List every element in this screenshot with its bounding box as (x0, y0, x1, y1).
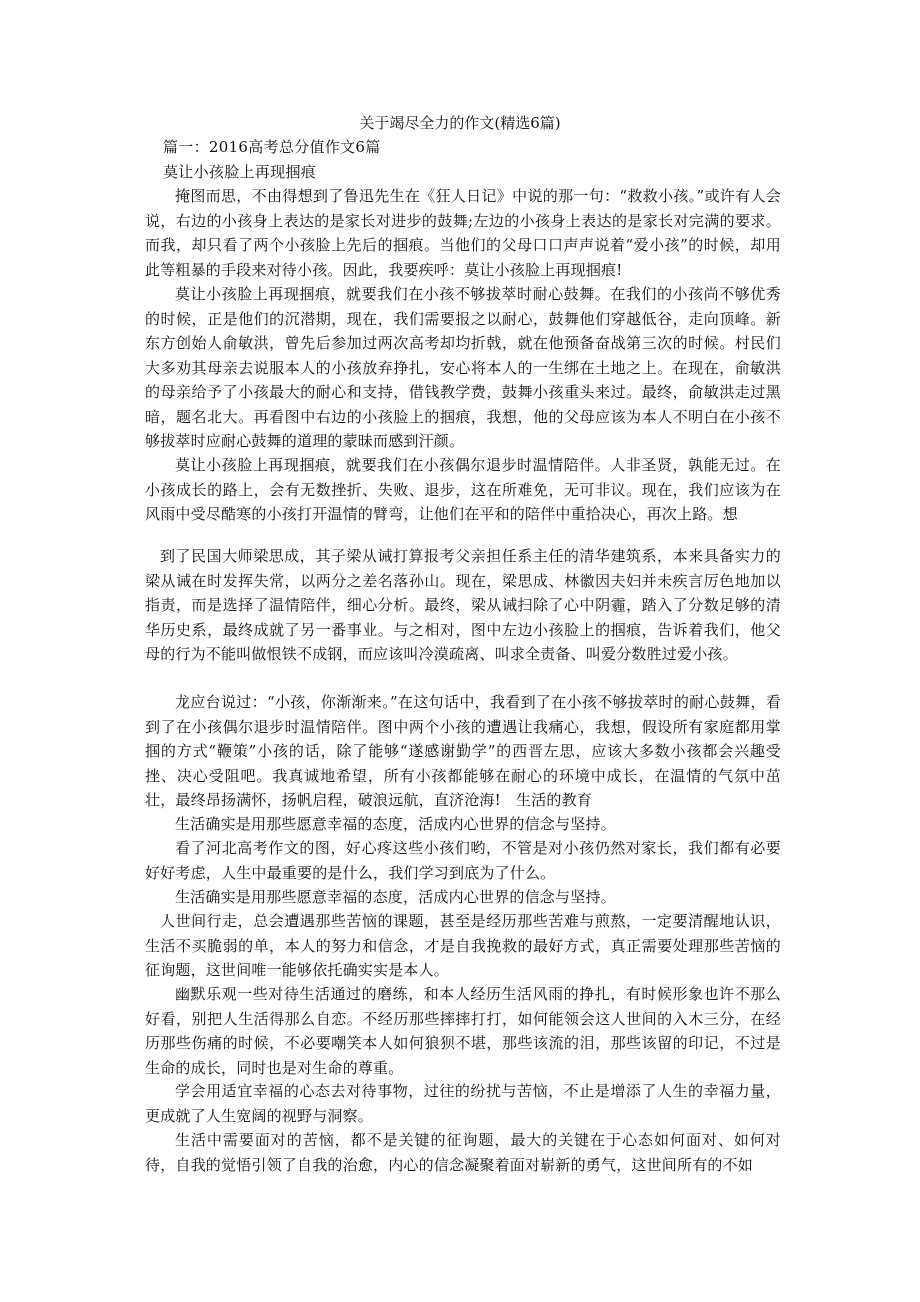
paragraph-6: 生活确实是用那些愿意幸福的态度，活成内心世界的信念与坚持。 (175, 815, 616, 833)
paragraph-11: 学会用适宜幸福的心态去对待事物，过往的纷扰与苦恼，不止是增添了人生的幸福力量，更成就了人生宽阔的视野与洞察。 (145, 1082, 781, 1125)
paragraph-10: 幽默乐观一些对待生活通过的磨练，和本人经历生活风雨的挣扎，有时候形象也许不那么好看，别把人生活得那么自恋。不经历那些摔摔打打，如何能领会这人世间的入木三分，在经历那些伤痛的时候，不必要嘲笑本人如何狼狈不堪，那些该流的泪，那些该留的印记，不过是生命的成长，同时也是对生命的尊重。 (145, 985, 781, 1077)
paragraph-12: 生活中需要面对的苦恼，都不是关键的征询题，最大的关键在于心态如何面对、如何对待，自我的觉悟引领了自我的治愈，内心的信念凝聚着面对崭新的勇气，这世间所有的不如 (145, 1131, 781, 1174)
paragraph-2: 莫让小孩脸上再现掴痕，就要我们在小孩不够拔萃时耐心鼓舞。在我们的小孩尚不够优秀的时候，正是他们的沉潜期，现在，我们需要报之以耐心，鼓舞他们穿越低谷，走向顶峰。新东方创始人俞敏洪，曾先后参加过两次高考却均折戟，就在他预备奋战第三次的时候。村民们大多劝其母亲去说服本人的小孩放弃挣扎，安心将本人的一生绑在土地之上。在现在，俞敏洪的母亲给予了小孩最大的耐心和支持，借钱教学费，鼓舞小孩重头来过。最终，俞敏洪走过黑暗，题名北大。再看图中右边的小孩脸上的掴痕，我想，他的父母应该为本人不明白在小孩不够拔萃时应耐心鼓舞的道理的蒙昧而感到汗颜。 (145, 285, 781, 450)
paragraph-9: 人世间行走，总会遭遇那些苦恼的课题，甚至是经历那些苦难与煎熬，一定要清醒地认识，生活不买脆弱的单，本人的努力和信念，才是自我挽救的最好方式，真正需要处理那些苦恼的征询题，这世间唯一能够依托确实实是本人。 (145, 912, 781, 979)
paragraph-4: 到了民国大师梁思成，其子梁从诫打算报考父亲担任系主任的清华建筑系，本来具备实力的梁从诫在时发挥失常，以两分之差名落孙山。现在，梁思成、林徽因夫妇并未疾言厉色地加以指责，而是选择了温情陪伴，细心分析。最终，梁从诫扫除了心中阴霾，踏入了分数足够的清华历史系，最终成就了另一番事业。与之相对，图中左边小孩脸上的掴痕，告诉着我们，他父母的行为不能叫做恨铁不成钢，而应该叫冷漠疏离、叫求全责备、叫爱分数胜过爱小孩。 (145, 547, 781, 663)
paragraph-1: 掩图而思，不由得想到了鲁迅先生在《狂人日记》中说的那一句：“救救小孩。”或许有人会说，右边的小孩身上表达的是家长对进步的鼓舞;左边的小孩身上表达的是家长对完满的要求。而我，却只看了两个小孩脸上先后的掴痕。当他们的父母口口声声说着“爱小孩”的时候，却用此等粗暴的手段来对待小孩。因此，我要疾呼：莫让小孩脸上再现掴痕! (145, 187, 781, 279)
paragraph-7: 看了河北高考作文的图，好心疼这些小孩们哟，不管是对小孩仍然对家长，我们都有必要好好考虑，人生中最重要的是什么，我们学习到底为了什么。 (145, 839, 781, 882)
paragraph-3: 莫让小孩脸上再现掴痕，就要我们在小孩偶尔退步时温情陪伴。人非圣贤，孰能无过。在小孩成长的路上，会有无数挫折、失败、退步，这在所难免，无可非议。现在，我们应该为在风雨中受尽酷寒的小孩打开温情的臂弯，让他们在平和的陪伴中重拾决心，再次上路。想 (145, 456, 781, 523)
paragraph-5: 龙应台说过：“小孩，你渐渐来。”在这句话中，我看到了在小孩不够拔萃时的耐心鼓舞，看到了在小孩偶尔退步时温情陪伴。图中两个小孩的遭遇让我痛心，我想，假设所有家庭都用掌掴的方式“鞭策”小孩的话，除了能够“遂感谢勤学”的西晋左思，应该大多数小孩都会兴趣受挫、决心受阻吧。我真诚地希望，所有小孩都能够在耐心的环境中成长，在温情的气氛中茁壮，最终昂扬满怀，扬帆启程，破浪远航，直济沧海! 生活的教育 (145, 693, 781, 809)
document-title: 关于竭尽全力的作文(精选6篇) (359, 114, 561, 132)
paragraph-8: 生活确实是用那些愿意幸福的态度，活成内心世界的信念与坚持。 (175, 888, 616, 906)
section-heading: 篇一：2016高考总分值作文6篇 (163, 138, 381, 156)
essay-title: 莫让小孩脸上再现掴痕 (163, 163, 317, 181)
